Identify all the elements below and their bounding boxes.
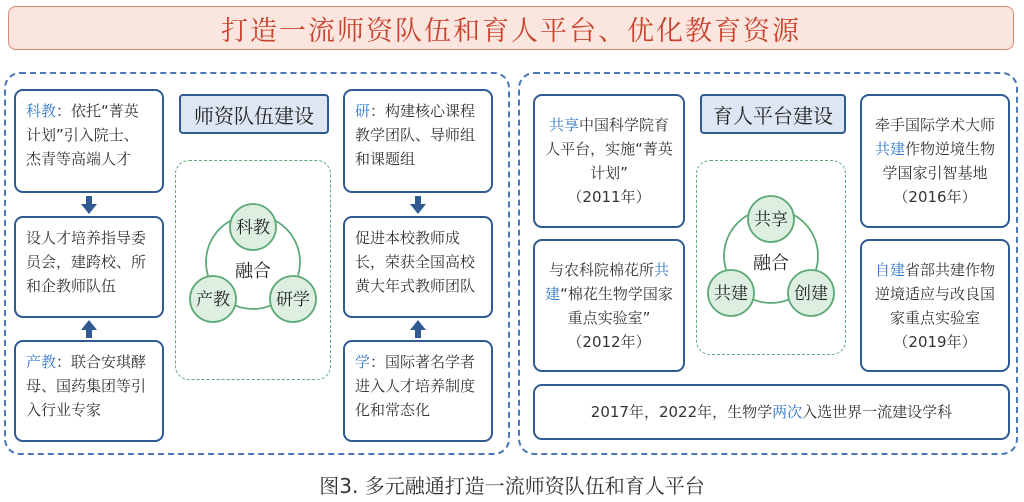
- left-bottom-left-prefix: 产教: [26, 353, 57, 371]
- right-bottom-bar-pre: 2017年，2022年，生物学: [590, 403, 773, 421]
- left-bottom-left-box: [14, 340, 164, 442]
- venn-label-left: 产教: [196, 290, 230, 310]
- right-top-right-year: （2016年）: [893, 188, 977, 206]
- right-bottom-left-text: “棉花生物学国家重点实验室”: [560, 284, 673, 327]
- right-bottom-left-box: [533, 239, 685, 372]
- left-top-right-box: [343, 89, 493, 193]
- right-top-right-box: [860, 94, 1010, 228]
- left-top-right-text: ：构建核心课程教学团队、导师组和课题组: [355, 102, 476, 168]
- right-bottom-left-pre: 与农科院棉花所: [548, 260, 654, 279]
- arrow-down-icon: [81, 196, 97, 214]
- right-bottom-bar: [533, 384, 1010, 440]
- right-panel-header: 育人平台建设: [700, 94, 846, 134]
- right-venn-diagram: [696, 189, 846, 324]
- figure-caption: 图3. 多元融通打造一流师资队伍和育人平台: [319, 474, 705, 498]
- right-bottom-right-box: [860, 239, 1010, 372]
- left-top-left-box: [14, 89, 164, 193]
- right-bottom-left-year: （2012年）: [567, 332, 651, 351]
- right-top-left-highlight: 共享: [548, 116, 579, 134]
- left-top-right-prefix: 研: [355, 102, 371, 120]
- right-bottom-right-text: 省部共建作物逆境适应与改良国家重点实验室: [874, 260, 996, 327]
- left-mid-right-text: 促进本校教师成长，荣获全国高校黄大年式教师团队: [355, 229, 476, 295]
- right-top-right-text: 作物逆境生物学国家引智基地: [882, 140, 996, 182]
- arrow-up-icon: [81, 320, 97, 338]
- left-bottom-right-prefix: 学: [355, 353, 371, 371]
- page-title: 打造一流师资队伍和育人平台、优化教育资源: [8, 6, 1014, 50]
- left-venn-diagram: [178, 195, 328, 330]
- venn-label-top: 共享: [754, 210, 788, 230]
- venn-label-left: 共建: [714, 284, 748, 304]
- left-top-left-prefix: 科教: [26, 102, 57, 120]
- right-bottom-bar-post: 入选世界一流建设学科: [802, 403, 953, 421]
- right-bottom-right-highlight: 自建: [874, 260, 905, 279]
- left-mid-left-box: [14, 216, 164, 318]
- right-top-left-year: （2011年）: [567, 188, 651, 206]
- right-top-left-box: [533, 94, 685, 228]
- left-bottom-left-text: ：联合安琪酵母、国药集团等引入行业专家: [26, 353, 147, 419]
- right-top-left-text: 中国科学院育人平台，实施“菁英计划”: [545, 116, 673, 182]
- left-bottom-right-text: ：国际著名学者进入人才培养制度化和常态化: [355, 353, 476, 419]
- left-panel-header: 师资队伍建设: [179, 94, 329, 134]
- right-bottom-bar-highlight: 两次: [772, 403, 803, 421]
- venn-label-center: 融合: [753, 253, 789, 274]
- venn-label-right: 创建: [794, 284, 828, 304]
- arrow-up-icon: [410, 320, 426, 338]
- right-bottom-left-highlight: 共建: [545, 260, 670, 303]
- venn-label-center: 融合: [235, 261, 271, 282]
- venn-label-right: 研学: [276, 290, 310, 310]
- left-bottom-right-box: [343, 340, 493, 442]
- left-top-left-text: ：依托“菁英计划”引入院士、杰青等高端人才: [26, 102, 139, 168]
- right-bottom-right-year: （2019年）: [893, 332, 977, 351]
- venn-label-top: 科教: [236, 218, 270, 238]
- right-top-right-highlight: 共建: [874, 140, 905, 158]
- right-top-right-pre: 牵手国际学术大师: [874, 116, 995, 134]
- left-mid-right-box: [343, 216, 493, 318]
- arrow-down-icon: [410, 196, 426, 214]
- left-mid-left-text: 设人才培养指导委员会，建跨校、所和企教师队伍: [26, 229, 147, 295]
